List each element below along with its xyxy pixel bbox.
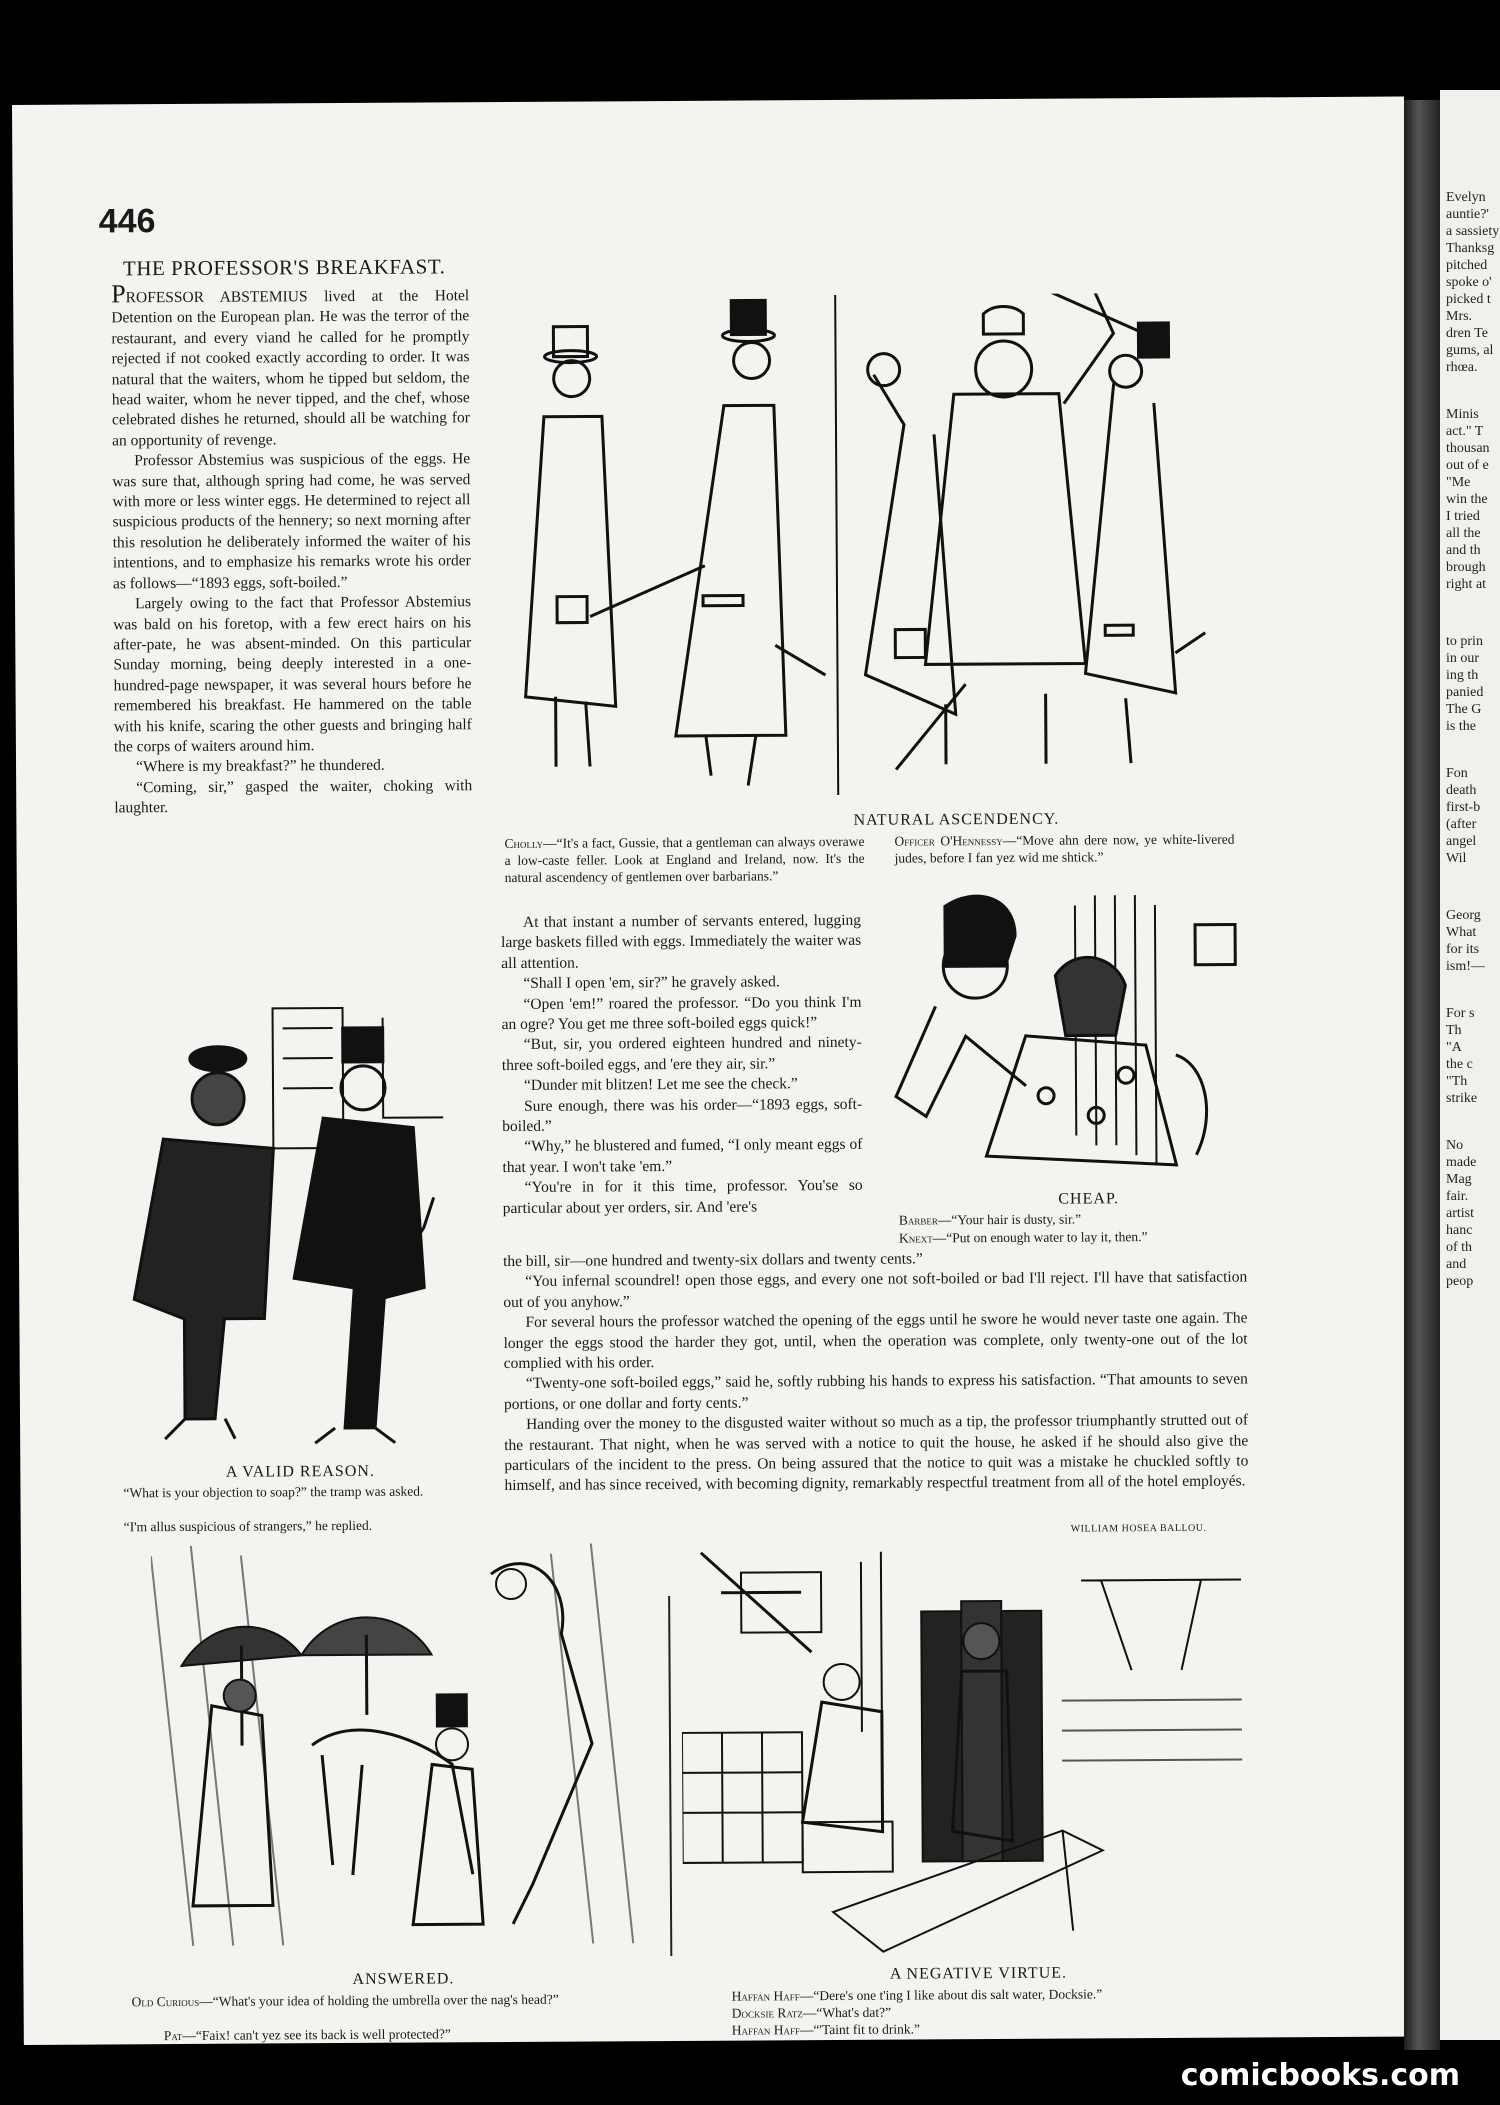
story-para: “You infernal scoundrel! open those eggs, and every one not soft-boiled or bad I'll reject. I'll have that satisfaction out of you anyhow.” [503,1268,1248,1311]
cartoon-caption-valid-reason-1: “What is your objection to soap?” the tramp was asked. [123,1483,424,1501]
facing-page-fragment: What [1446,925,1477,940]
story-para: For several hours the professor watched the opening of the eggs until he swore he would never taste one again. The longer the eggs stood the harder they got, until, when the operation was complete, only twenty-one out of the lot complied with his order. [503,1309,1248,1373]
cartoon-title-negative-virtue: A NEGATIVE VIRTUE. [889,1964,1068,1983]
natural-ascendency-illustration [483,292,1246,817]
facing-page-fragment: in our [1446,651,1480,666]
negative-virtue-illustration [681,1529,1254,1962]
facing-page-fragment: "Me [1446,475,1471,490]
cartoon-caption-negative-virtue-1: Haffan Haff—“Dere's one t'ing I like about dis salt water, Docksie.” [731,1986,1103,2004]
story-para: Professor Abstemius was suspicious of the eggs. He was sure that, although spring had come, he was served with more or less winter eggs. He determined to reject all suspicious products of the hennery; so next morning after this resolution he deliberately informed the waiter of his intentions, and to emphasize his remarks wrote his order as follows—“1893 eggs, soft-boiled.” [112,450,471,593]
facing-page-fragment: to prin [1446,634,1483,649]
story-column-1 [111,279,473,819]
cartoon-caption-cheap-2: Knext—“Put on enough water to lay it, then.” [898,1229,1148,1246]
facing-page-fragment: "Th [1446,1074,1468,1089]
story-para: the bill, sir—one hundred and twenty-six dollars and twenty cents.” [503,1250,923,1271]
cartoon-caption-answered-1: Old Curious—“What's your idea of holding the umbrella over the nag's head?” [131,1991,559,2010]
facing-page-fragment: hanc [1446,1223,1473,1238]
facing-page-fragment: No [1446,1138,1464,1153]
book-spine [1404,100,1440,2050]
story-para: “Open 'em!” roared the professor. “Do you think I'm an ogre? You get me three soft-boiled eggs quick!” [501,993,862,1034]
story-title: THE PROFESSOR'S BREAKFAST. [122,254,446,281]
cartoon-caption-answered-2: Pat—“Faix! can't yez see its back is well protected?” [163,2026,451,2044]
page-number: 446 [98,202,156,241]
column-divider [668,1596,672,1956]
cartoon-title-natural-ascendency: NATURAL ASCENDENCY. [853,810,1060,829]
answered-illustration [151,1543,644,1966]
story-para: “But, sir, you ordered eighteen hundred and ninety-three soft-boiled eggs, and 'ere they air, sir.” [501,1034,862,1074]
facing-page-fragment: made [1446,1155,1477,1170]
watermark: comicbooks.com [1180,2058,1460,2093]
facing-page-fragment: spoke o' [1446,275,1492,290]
facing-page-fragment: for its [1446,942,1480,957]
facing-page-fragment: win the [1446,492,1488,507]
cartoon-caption-negative-virtue-2: Docksie Ratz—“What's dat?” [731,2004,892,2021]
facing-page-fragment: act." T [1446,424,1484,439]
story-para: “Where is my breakfast?” he thundered. [135,757,385,776]
story-para: “Shall I open 'em, sir?” he gravely asked. [523,973,780,993]
facing-page-fragment: brough [1446,560,1486,575]
cartoon-title-cheap: CHEAP. [1058,1190,1120,1208]
story-para: Sure enough, there was his order—“1893 eggs, soft-boiled.” [502,1095,863,1136]
facing-page-fragment: death [1446,783,1477,798]
facing-page-fragment: of th [1446,1240,1473,1255]
facing-page-fragment: strike [1446,1091,1478,1106]
story-para: At that instant a number of servants entered, lugging large baskets filled with eggs. Immediately the waiter was all attention. [501,911,862,972]
cartoon-caption-valid-reason-2: “I'm allus suspicious of strangers,” he replied. [123,1517,373,1535]
facing-page-fragment: rhœa. [1446,360,1478,375]
magazine-page [12,96,1416,2044]
cartoon-caption-natural-ascendency-2: Officer O'Hennessy—“Move ahn dere now, ye white-livered judes, before I fan yez wid me shtick.” [894,831,1235,866]
cartoon-caption-cheap-1: Barber—“Your hair is dusty, sir.” [898,1211,1082,1228]
facing-page-fragment: pitched [1446,258,1488,273]
valid-reason-illustration [122,997,470,1459]
story-para: “You're in for it this time, professor. You'se so particular about yer orders, sir. And 'ere's [502,1177,863,1217]
facing-page-fragment: out of e [1446,458,1489,473]
facing-page-fragment: ism!— [1446,959,1485,974]
facing-page-fragment: first-b [1446,800,1481,815]
story-para: “Twenty-one soft-boiled eggs,” said he, softly rubbing his hands to express his satisfaction. “That amounts to seven portions, or one dollar and forty cents.” [503,1370,1248,1413]
facing-page-fragment: Minis [1446,407,1479,422]
facing-page-fragment: Evelyn [1446,190,1486,205]
facing-page-fragment: right at [1446,577,1487,592]
facing-page-fragment: For s [1446,1006,1475,1021]
facing-page-fragment: Mrs. [1446,309,1473,324]
cheap-illustration [875,884,1247,1186]
story-para: Handing over the money to the disgusted waiter without so much as a tip, the professor triumphantly strutted out of the restaurant. That night, when he was served with a notice to quit the house, he asked if he should also give the particulars of the incident to the press. On being assured that the notice to quit was a mistake he chuckled softly to himself, and has since received, with becoming dignity, remarkably respectful treatment from all of the hotel employés. [504,1411,1249,1495]
cartoon-caption-negative-virtue-3: Haffan Haff—“'Taint fit to drink.” [731,2021,921,2038]
facing-page-fragment: Georg [1446,908,1481,923]
facing-page-fragment: all the [1446,526,1481,541]
facing-page-fragment: and [1446,1257,1467,1272]
story-para: “Dunder mit blitzen! Let me see the check.” [523,1075,798,1095]
story-para: “Why,” he blustered and fumed, “I only meant eggs of that year. I won't take 'em.” [502,1136,863,1176]
facing-page-fragment: panied [1446,685,1484,700]
facing-page-fragment: Wil [1446,851,1467,866]
facing-page-fragment: (after [1446,817,1477,832]
facing-page-fragment: Mag [1446,1172,1472,1187]
facing-page-fragment: a sassiety [1446,224,1500,239]
facing-page-edge [1440,90,1500,2040]
story-para: “Coming, sir,” gasped the waiter, choking with laughter. [114,776,473,817]
cartoon-caption-natural-ascendency-1: Cholly—“It's a fact, Gussie, that a gentleman can always overawe a low-caste feller. Look at England and Ireland, now. It's the natural ascendency of gentlemen over barbarians.” [504,833,865,886]
cartoon-title-valid-reason: A VALID REASON. [225,1462,375,1481]
story-column-2 [501,911,863,1219]
facing-page-fragment: picked t [1446,292,1491,307]
facing-page-fragment: Thanksg [1446,241,1495,256]
facing-page-fragment: fair. [1446,1189,1469,1204]
facing-page-fragment: "A [1446,1040,1462,1055]
facing-page-fragment: ing th [1446,668,1479,683]
facing-page-fragment: Th [1446,1023,1462,1038]
story-wide-column [503,1247,1248,1496]
facing-page-fragment: Fon [1446,766,1468,781]
facing-page-fragment: and th [1446,543,1481,558]
facing-page-fragment: auntie?' [1446,207,1489,222]
facing-page-fragment: peop [1446,1274,1474,1289]
story-para: Largely owing to the fact that Professor Abstemius was bald on his foretop, with a few erect hairs on his after-pate, he was absent-minded. On this particular Sunday morning, being deeply interested in a one-hundred-page newspaper, it was several hours before he remembered his breakfast. He hammered on the table with his knife, scaring the other guests and bringing half the corps of waiters around him. [113,593,472,756]
facing-page-fragment: I tried [1446,509,1480,524]
facing-page-fragment: the c [1446,1057,1473,1072]
story-byline: WILLIAM HOSEA BALLOU. [1070,1522,1207,1535]
story-para-lead: PROFESSOR ABSTEMIUS lived at the Hotel Detention on the European plan. He was the terror of the restaurant, and every viand he called for he promptly rejected if not cooked exactly according to order. It was natural that the waiters, whom he tipped but seldom, the head waiter, whom he never tipped, and the chef, whose celebrated dishes he returned, should all be watching for an opportunity of revenge. [111,279,470,450]
facing-page-fragment: angel [1446,834,1477,849]
facing-page-fragment: The G [1446,702,1482,717]
facing-page-fragment: dren Te [1446,326,1488,341]
facing-page-fragment: thousan [1446,441,1490,456]
facing-page-fragment: gums, al [1446,343,1494,358]
cartoon-title-answered: ANSWERED. [352,1970,455,1988]
facing-page-fragment: is the [1446,719,1476,734]
facing-page-fragment: artist [1446,1206,1474,1221]
